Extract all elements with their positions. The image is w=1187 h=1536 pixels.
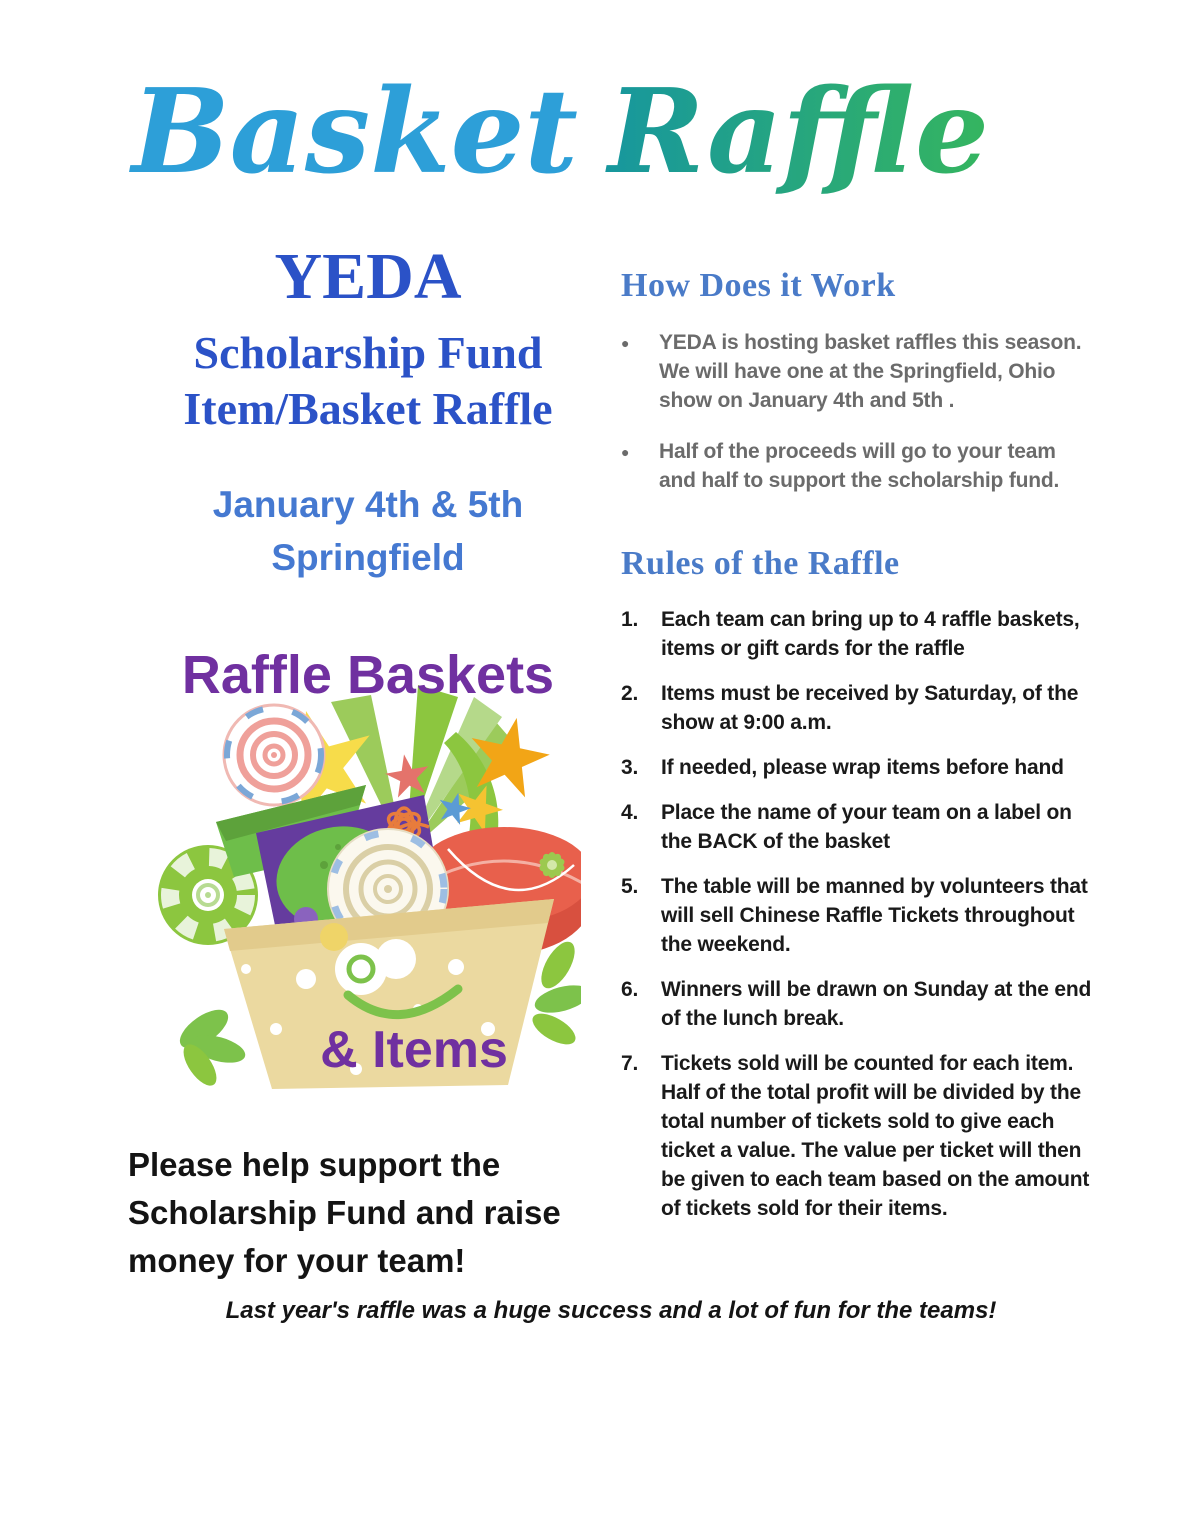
- rule-text: Each team can bring up to 4 raffle baskets, items or gift cards for the raffle: [661, 608, 1080, 661]
- title-banner: [0, 24, 1187, 214]
- bullet-text: YEDA is hosting basket raffles this season. We will have one at the Springfield, Ohio show on January 4th and 5th .: [659, 330, 1082, 412]
- rule-text: Winners will be drawn on Sunday at the end of the lunch break.: [661, 978, 1092, 1031]
- bullet-icon: ●: [621, 334, 630, 351]
- raffle-basket-clipart: [156, 637, 581, 1092]
- event-location: Springfield: [271, 537, 465, 579]
- bullet-text: Half of the proceeds will go to your team and half to support the scholarship fund.: [659, 439, 1060, 492]
- lollipop-pink-icon: [224, 705, 324, 805]
- subtitle-line-1: Scholarship Fund: [193, 327, 543, 379]
- title-word-raffle: Raffle: [608, 64, 989, 200]
- list-item: [621, 680, 1095, 738]
- clipart-top-label: Raffle Baskets: [181, 644, 554, 705]
- rule-number: 3.: [621, 756, 639, 780]
- rule-number: 1.: [621, 608, 639, 632]
- rules-list: [621, 606, 1095, 1223]
- subtitle-line-2: Item/Basket Raffle: [183, 383, 553, 435]
- footer-note: Last year's raffle was a huge success and a lot of fun for the teams!: [225, 1297, 997, 1324]
- support-message: Please help support the Scholarship Fund and raise money for your team!: [128, 1145, 561, 1280]
- rule-number: 5.: [621, 875, 639, 899]
- event-subtitle: [128, 325, 608, 437]
- rule-number: 6.: [621, 978, 639, 1002]
- rule-text: If needed, please wrap items before hand: [661, 756, 1064, 780]
- list-item: [621, 976, 1095, 1034]
- list-item: [621, 754, 1095, 783]
- rule-text: The table will be manned by volunteers that will sell Chinese Raffle Tickets throughout the weekend.: [661, 875, 1088, 957]
- rules-heading: Rules of the Raffle: [621, 544, 900, 582]
- rule-number: 4.: [621, 801, 639, 825]
- clipart-bottom-label: & Items: [319, 1020, 508, 1079]
- list-item: [621, 873, 1095, 960]
- rule-text: Place the name of your team on a label on the BACK of the basket: [661, 801, 1072, 854]
- how-it-works-heading: How Does it Work: [621, 267, 896, 304]
- event-date: January 4th & 5th: [212, 483, 524, 525]
- rule-number: 7.: [621, 1052, 639, 1076]
- list-item: [621, 329, 1095, 416]
- org-name: YEDA: [274, 240, 462, 313]
- list-item: [621, 438, 1095, 496]
- how-it-works-list: [621, 329, 1095, 496]
- left-column: [128, 242, 608, 1285]
- list-item: [621, 799, 1095, 857]
- title-word-basket: Basket: [131, 64, 578, 200]
- bullet-icon: ●: [621, 443, 630, 460]
- rule-text: Items must be received by Saturday, of the show at 9:00 a.m.: [661, 682, 1079, 735]
- clipart-wrap: [128, 637, 608, 1097]
- list-item: [621, 606, 1095, 664]
- right-column: [621, 266, 1095, 1240]
- event-when: [128, 478, 608, 585]
- rule-text: Tickets sold will be counted for each item. Half of the total profit will be divided by the total number of tickets sold to give each ticket a value. The value per ticket will then be given to each team based on the amount of tickets sold for their items.: [661, 1052, 1090, 1220]
- rule-number: 2.: [621, 682, 639, 706]
- list-item: [621, 1050, 1095, 1224]
